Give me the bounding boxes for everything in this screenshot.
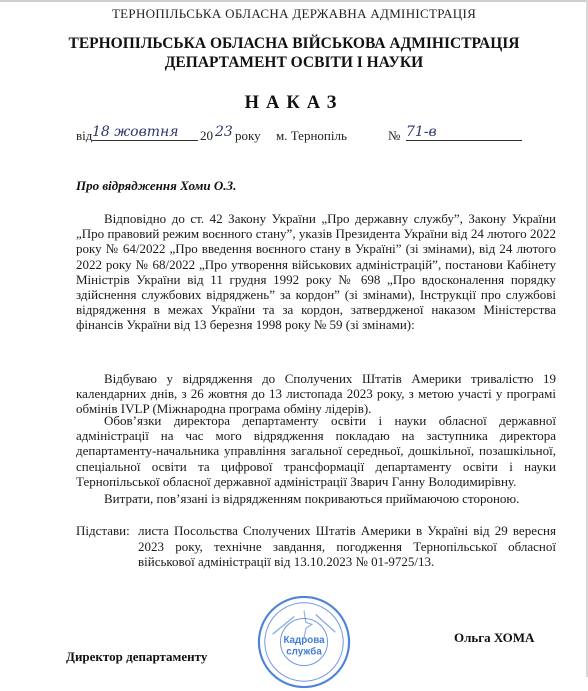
paragraph-expenses: Витрати, пов’язані із відрядженням покриваються приймаючою стороною. — [104, 491, 520, 506]
city: м. Тернопіль — [276, 128, 347, 143]
handwritten-date: 18 жовтня — [92, 124, 198, 141]
document-title: НАКАЗ — [244, 93, 344, 113]
grounds-label: Підстави: — [76, 523, 130, 538]
year-print: 20 — [200, 128, 213, 143]
administration-header: ТЕРНОПІЛЬСЬКА ОБЛАСНА ДЕРЖАВНА АДМІНІСТРАЦІЯ — [111, 6, 477, 21]
date-line — [76, 125, 536, 147]
page-edge-top — [0, 0, 588, 2]
year-suffix: року — [235, 128, 261, 143]
handwritten-number: 71-в — [406, 124, 522, 141]
military-administration-line: ТЕРНОПІЛЬСЬКА ОБЛАСНА ВІЙСЬКОВА АДМІНІСТРАЦІЯ — [68, 35, 520, 52]
number-prefix: № — [388, 128, 401, 143]
signer-name: Ольга ХОМА — [454, 630, 535, 645]
paragraph-duties: Обов’язки директора департаменту освіти і науки обласної державної адміністрації на час мого відрядження покладаю на заступника директора департаменту-начальника управління загальної середньої, дошкільної, позашкільної, спеціальної освіти та цифрової трансформації департаменту освіти і науки Тернопільської обласної державної адміністрації Зварич Ганну Володимирівну. — [76, 413, 556, 489]
handwritten-year: 23 — [215, 124, 233, 140]
department-line: ДЕПАРТАМЕНТ ОСВІТИ І НАУКИ — [164, 54, 424, 71]
seal-text: Кадрова служба — [283, 634, 325, 658]
department-seal — [255, 593, 353, 691]
signer-position: Директор департаменту — [66, 649, 208, 664]
paragraph-legal-basis: Відповідно до ст. 42 Закону України „Про державну службу”, Закону України „Про правовий режим воєнного стану”, указів Президента України від 24 лютого 2022 року № 64/2022 „Про введення воєнного стану в Україні” (зі змінами), від 24 лютого 2022 року № 68/2022 „Про утворення військових адміністрацій”, постанови Кабінету Міністрів України від 11 грудня 1992 року № 698 „Про вдосконалення порядку здійснення службових відряджень” за кордон” (зі змінами), Інструкції про службові відрядження в межах України та за кордон, затвердженої наказом Міністерства фінансів України від 13 березня 1998 року № 59 (зі змінами): — [76, 211, 556, 333]
order-subject: Про відрядження Хоми О.З. — [76, 178, 237, 193]
grounds-text: листа Посольства Сполучених Штатів Америки в Україні від 29 вересня 2023 року, технічне завдання, погодження Тернопільської обласної військової адміністрації від 13.10.2023 № 01-9725/13. — [138, 523, 556, 569]
date-prefix: від — [76, 128, 93, 143]
department-header — [0, 34, 588, 72]
paragraph-trip: Відбуваю у відрядження до Сполучених Штатів Америки тривалістю 19 календарних днів, з 26 жовтня до 13 листопада 2023 року, з метою участі у програмі обмінів IVLP (Міжнародна програма обміну лідерів). — [76, 371, 556, 417]
